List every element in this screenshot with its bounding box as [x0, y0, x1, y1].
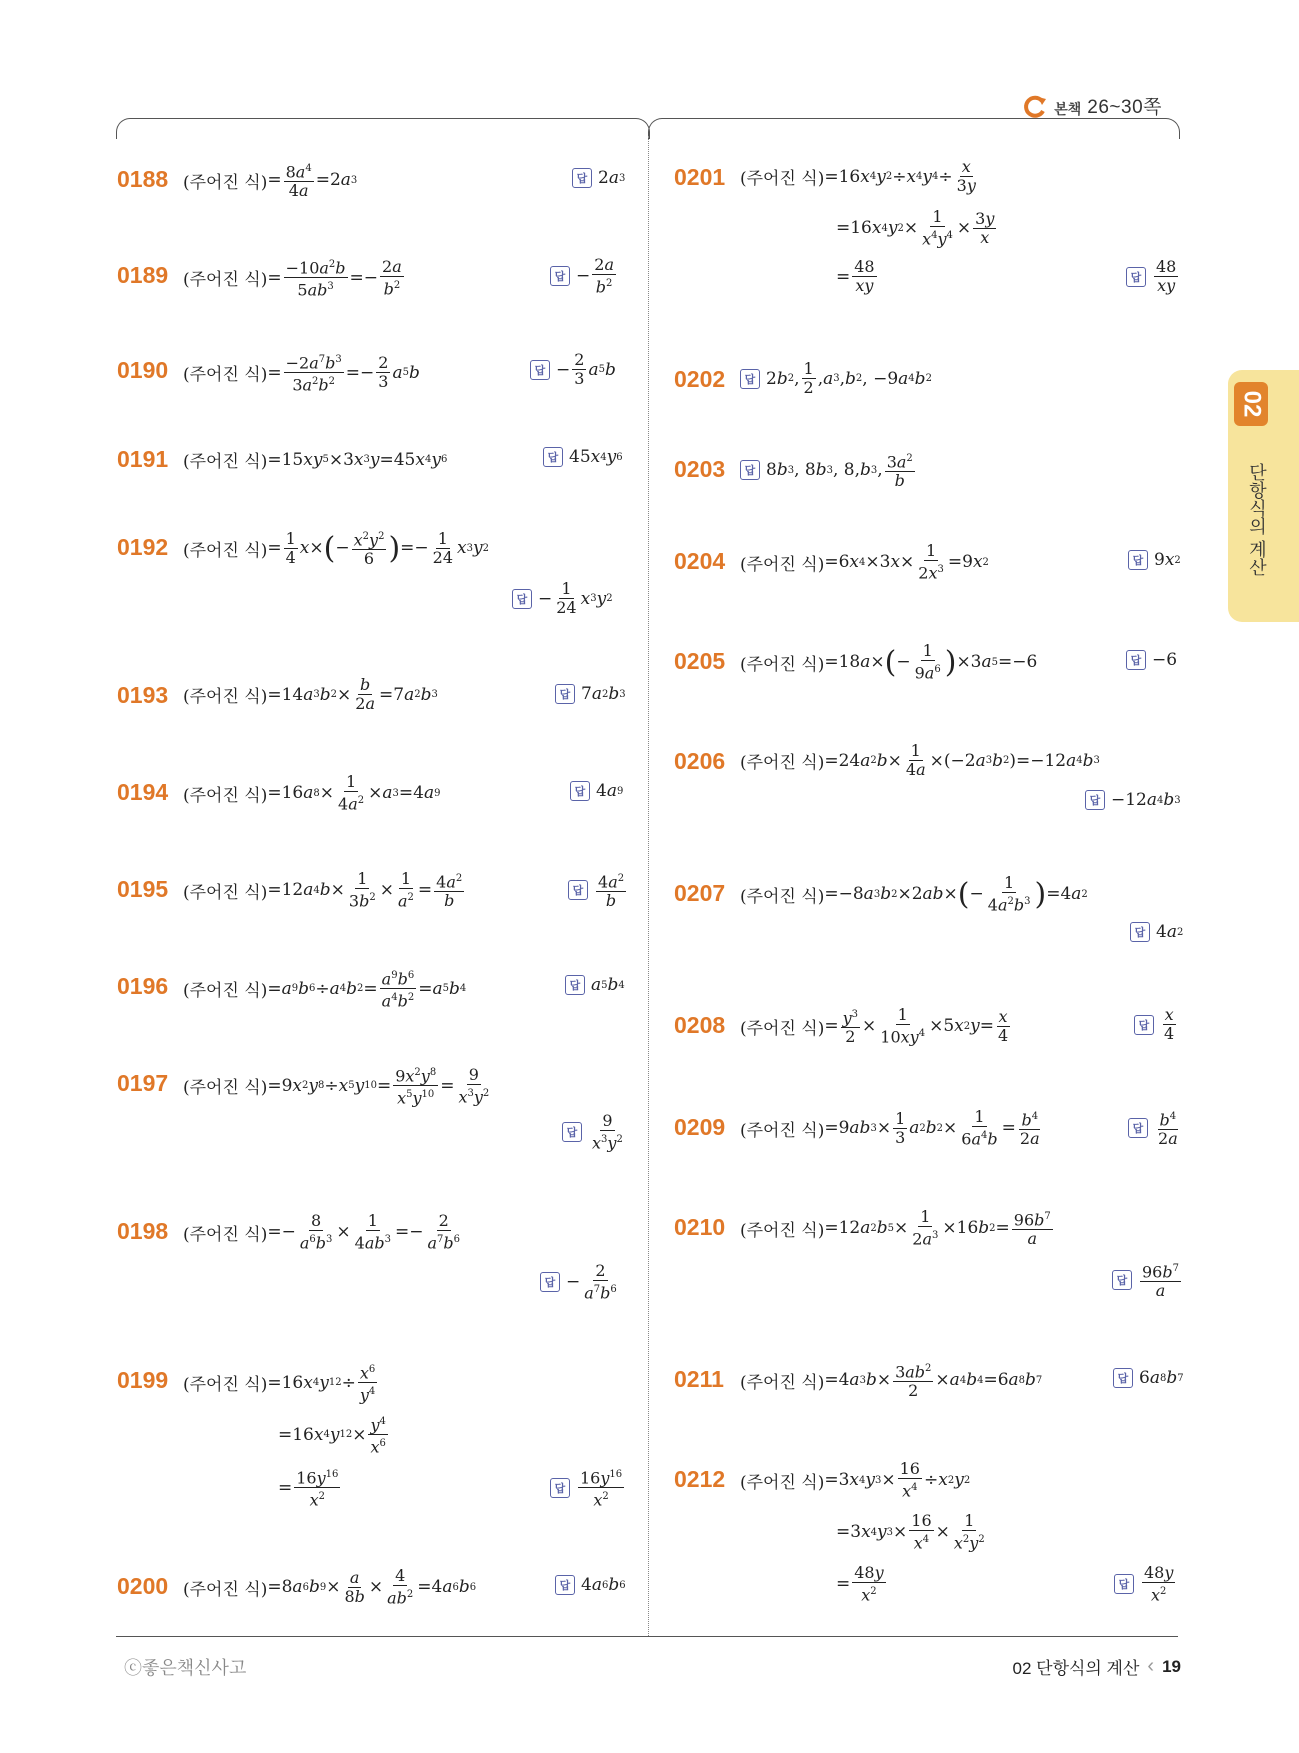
problem-number: 0189: [117, 262, 169, 288]
solution-line: (주어진 식) =12 a 2 b 5 × $\frac{1}{2a^3}$ ×16 b 2 = $\frac{96b^7}{a}$: [740, 1207, 1051, 1249]
given-label: (주어진 식): [183, 270, 268, 291]
given-label: (주어진 식): [183, 1579, 268, 1600]
solution-line: (주어진 식) =12 a 4 b × $\frac{1}{3b^2}$ × $\frac{1}{a^2}$ = $\frac{4a^2}{b}$: [183, 869, 463, 911]
given-label: (주어진 식): [183, 981, 268, 1002]
answer-icon: 답: [1130, 922, 1150, 942]
solution-line: =3 x 4 y 3 × $\frac{16}{x^4}$ × $\frac{1}{x^2y^2}$: [836, 1511, 985, 1553]
solution-line: (주어진 식) =14 a 3 b 2 × $\frac{b}{2a}$ =7 a 2 b 3: [183, 675, 438, 713]
answer: 답 4 a 6 b 6: [555, 1575, 626, 1595]
answer: 답 4 a 2: [1130, 922, 1183, 942]
copyright: ⓒ좋은책신사고: [124, 1658, 247, 1678]
answer-icon: 답: [740, 369, 760, 389]
problem-number: 0205: [674, 648, 726, 674]
page-range: 26~30쪽: [1087, 97, 1162, 118]
answer: 답 6 a 8 b 7: [1113, 1368, 1184, 1388]
solution-line: (주어진 식) =15 xy 5 ×3 x 3 y =45 x 4 y 6: [183, 447, 447, 472]
solution-line: = $\frac{48y}{x^2}$: [836, 1563, 884, 1605]
answer: 답 2 a 3: [572, 168, 625, 188]
footer-chapter-title: 02 단항식의 계산: [1012, 1659, 1140, 1678]
given-label: (주어진 식): [183, 785, 268, 806]
problem-number: 0204: [674, 548, 726, 574]
right-column-frame: [648, 118, 1180, 139]
answer: 답 $\frac{9}{x^3y^2}$: [562, 1112, 627, 1152]
answer-icon: 답: [572, 168, 592, 188]
problem-number: 0198: [117, 1218, 169, 1244]
answer-icon: 답: [565, 975, 585, 995]
answer-icon: 답: [1128, 1118, 1148, 1138]
answer: 답 $\frac{b^4}{2a}$: [1128, 1108, 1182, 1148]
footer-chapter: [1013, 1654, 1181, 1679]
answer-icon: 답: [562, 1122, 582, 1142]
given-label: (주어진 식): [740, 169, 825, 189]
problem-number: 0194: [117, 779, 169, 805]
answer: 답 − $\frac{2a}{b^2}$: [550, 256, 618, 296]
page-number: 19: [1162, 1656, 1181, 1676]
answer: 답 7 a 2 b 3: [555, 684, 626, 704]
given-label: (주어진 식): [740, 753, 825, 773]
answer-icon: 답: [512, 589, 532, 609]
solution-line: (주어진 식) =4 a 3 b × $\frac{3ab^2}{2}$ × a 4 b 4 =6 a 8 b 7: [740, 1360, 1042, 1400]
answer-icon: 답: [550, 266, 570, 286]
chapter-number-badge: 02: [1234, 382, 1268, 426]
solution-line: (주어진 식) =8 a 6 b 9 × $\frac{a}{8b}$ × $\frac{4}{ab^2}$ =4 a 6 b 6: [183, 1566, 477, 1608]
answer: 답 − $\frac{2}{3}$ a 5 b: [530, 351, 616, 388]
answer-icon: 답: [1112, 1270, 1132, 1290]
given-label: (주어진 식): [183, 172, 268, 193]
problem-number: 0196: [117, 973, 169, 999]
problem-number: 0193: [117, 682, 169, 708]
answer: 답 −6: [1126, 650, 1177, 670]
solution-line: = $\frac{48}{xy}$: [836, 257, 875, 295]
answer: 답 9 x 2: [1128, 550, 1181, 570]
answer-icon: 답: [1126, 650, 1146, 670]
problem-number: 0202: [674, 366, 726, 392]
answer: 답 $\frac{48y}{x^2}$: [1114, 1564, 1177, 1604]
answer: 답 $\frac{x}{4}$: [1134, 1006, 1178, 1043]
given-label: (주어진 식): [183, 687, 268, 707]
answer-icon: 답: [568, 880, 588, 900]
solution-line: (주어진 식) = $\frac{1}{4}$ x × ( − $\frac{x^2y^2}{6}$ ) =− $\frac{1}{24}$ x 3 y 2: [183, 528, 489, 569]
chevron-left-icon: ‹: [1147, 1655, 1155, 1677]
given-label: (주어진 식): [740, 1120, 825, 1141]
solution-line: (주어진 식) = $\frac{8a^4}{4a}$ =2 a 3: [183, 160, 357, 200]
problem-number: 0207: [674, 880, 726, 906]
problem-number: 0210: [674, 1214, 726, 1240]
problem-number: 0200: [117, 1573, 169, 1599]
footer-divider: [116, 1636, 1178, 1637]
solution-line: (주어진 식) =6 x 4 ×3 x × $\frac{1}{2x^3}$ =9 x 2: [740, 541, 989, 583]
solution-line: (주어진 식) =3 x 4 y 3 × $\frac{16}{x^4}$ ÷ x 2 y 2: [740, 1459, 971, 1501]
problem-number: 0206: [674, 748, 726, 774]
answer-icon: 답: [1128, 550, 1148, 570]
given-label: (주어진 식): [740, 1372, 825, 1393]
solution-line: (주어진 식) = $\frac{-10a^2b}{5ab^3}$ =− $\frac{2a}{b^2}$: [183, 256, 402, 300]
solution-line: (주어진 식) =− $\frac{8}{a^6b^3}$ × $\frac{1}{4ab^3}$ =− $\frac{2}{a^7b^6}$: [183, 1211, 461, 1253]
problem-number: 0208: [674, 1012, 726, 1038]
answer: 답 a 5 b 4: [565, 975, 625, 995]
answer-icon: 답: [530, 360, 550, 380]
answer-icon: 답: [1126, 267, 1146, 287]
problem-number: 0192: [117, 534, 169, 560]
answer: 답 −12 a 4 b 3: [1085, 790, 1181, 810]
left-column-frame: [116, 118, 650, 139]
problem-number: 0188: [117, 166, 169, 192]
answer-icon: 답: [555, 1575, 575, 1595]
chapter-side-title: 단항식의 계산: [1247, 463, 1267, 577]
given-label: (주어진 식): [740, 554, 825, 575]
solution-line: (주어진 식) = $\frac{-2a^7b^3}{3a^2b^2}$ =− $\frac{2}{3}$ a 5 b: [183, 351, 420, 395]
page-reference: [1022, 92, 1162, 119]
given-label: (주어진 식): [740, 886, 825, 907]
answer-icon: 답: [550, 1478, 570, 1498]
answer-icon: 답: [740, 460, 760, 480]
problem-number: 0209: [674, 1114, 726, 1140]
problem-number: 0197: [117, 1070, 169, 1096]
given-label: (주어진 식): [183, 1078, 268, 1099]
solution-line: (주어진 식) =16 x 4 y 12 ÷ $\frac{x^6}{y^4}$: [183, 1361, 379, 1405]
solution-line: (주어진 식) =−8 a 3 b 2 ×2 ab × ( − $\frac{1}{4a^2b^3}$ ) =4 a 2: [740, 873, 1088, 915]
answer: 답 − $\frac{2}{a^7b^6}$: [540, 1262, 621, 1302]
solution-line: (주어진 식) =24 a 2 b × $\frac{1}{4a}$ ×(−2 a 3 b 2 )=−12 a 4 b 3: [740, 741, 1100, 779]
solution-line: (주어진 식) = a 9 b 6 ÷ a 4 b 2 = $\frac{a^9b^6}{a^4b^2}$ = a 5 b 4: [183, 967, 466, 1011]
book-label: 본책: [1054, 101, 1082, 117]
problem-number: 0191: [117, 446, 169, 472]
refresh-arrow-icon: [1022, 93, 1048, 119]
answer-icon: 답: [540, 1272, 560, 1292]
problem-number: 0195: [117, 876, 169, 902]
answer: 답 $\frac{4a^2}{b}$: [568, 870, 628, 910]
answer: 답 $\frac{96b^7}{a}$: [1112, 1260, 1183, 1300]
given-label: (주어진 식): [183, 1224, 268, 1245]
problem-number: 0199: [117, 1367, 169, 1393]
problem-number: 0190: [117, 357, 169, 383]
answer: 답 − $\frac{1}{24}$ x 3 y 2: [512, 580, 613, 617]
solution-line: (주어진 식) =16 x 4 y 2 ÷ x 4 y 4 ÷ $\frac{x}{3y}$: [740, 157, 976, 195]
given-label: (주어진 식): [183, 365, 268, 386]
given-label: (주어진 식): [740, 1018, 825, 1039]
answer-icon: 답: [1114, 1574, 1134, 1594]
solution-line: = $\frac{16y^{16}}{x^2}$: [278, 1466, 342, 1510]
problem-number: 0212: [674, 1466, 726, 1492]
answer-icon: 답: [570, 781, 590, 801]
answer: 답 $\frac{48}{xy}$: [1126, 258, 1180, 295]
given-label: (주어진 식): [183, 452, 268, 472]
answer-icon: 답: [1085, 790, 1105, 810]
given-label: (주어진 식): [740, 654, 825, 675]
column-divider: [648, 136, 649, 1636]
solution-line: (주어진 식) =9 ab 3 × $\frac{1}{3}$ a 2 b 2 × $\frac{1}{6a^4b}$ = $\frac{b^4}{2a}$: [740, 1107, 1040, 1149]
answer-icon: 답: [543, 447, 563, 467]
problem-number: 0203: [674, 456, 726, 482]
solution-line: (주어진 식) =16 a 8 × $\frac{1}{4a^2}$ × a 3 =4 a 9: [183, 772, 441, 814]
answer-icon: 답: [1113, 1368, 1133, 1388]
given-label: (주어진 식): [183, 540, 268, 561]
answer: 답 45 x 4 y 6: [543, 447, 623, 467]
solution-line: =16 x 4 y 2 × $\frac{1}{x^4y^4}$ × $\frac{3y}{x}$: [836, 207, 995, 249]
given-label: (주어진 식): [740, 1220, 825, 1241]
given-label: (주어진 식): [183, 882, 268, 903]
solution-line: =16 x 4 y 12 × $\frac{y^4}{x^6}$: [278, 1413, 390, 1457]
answer-icon: 답: [1134, 1015, 1154, 1035]
answer-line: 답 2 b 2 , $\frac{1}{2}$ , a 3 , b 2 , −9 a 4 b 2: [740, 360, 932, 397]
answer: 답 4 a 9: [570, 781, 623, 801]
answer-line: 답 8 b 3 , 8 b 3 , 8, b 3 , $\frac{3a^2}{b}$: [740, 450, 917, 490]
problem-number: 0201: [674, 164, 726, 190]
given-label: (주어진 식): [183, 1375, 268, 1396]
solution-line: (주어진 식) =18 a × ( − $\frac{1}{9a^6}$ ) ×3 a 5 =−6: [740, 641, 1038, 683]
solution-line: (주어진 식) =9 x 2 y 8 ÷ x 5 y 10 = $\frac{9x^2y^8}{x^5y^{10}}$ = $\frac{9}{x^3y^2}$: [183, 1064, 490, 1108]
problem-number: 0211: [674, 1366, 724, 1392]
answer-icon: 답: [555, 684, 575, 704]
answer: 답 $\frac{16y^{16}}{x^2}$: [550, 1466, 626, 1510]
solution-line: (주어진 식) = $\frac{y^3}{2}$ × $\frac{1}{10xy^4}$ ×5 x 2 y = $\frac{x}{4}$: [740, 1005, 1009, 1047]
given-label: (주어진 식): [740, 1472, 825, 1493]
